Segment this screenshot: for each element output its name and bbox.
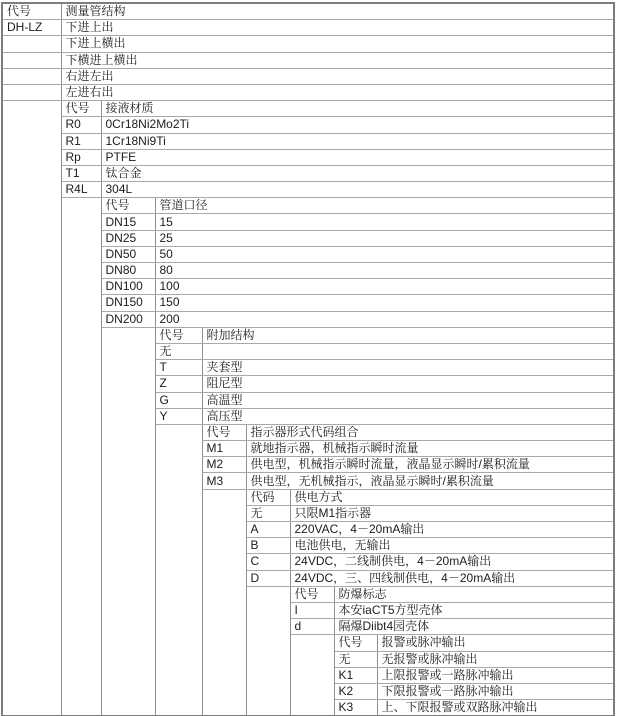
section-4-row-2-desc-cell: 供电型，无机械指示，液晶显示瞬时/累积流量 (246, 473, 614, 489)
section-1-row-4-code-cell: R4L (61, 182, 101, 198)
section-5-row-2-desc-cell: 电池供电，无输出 (290, 538, 614, 554)
section-7-row-3-desc-cell: 上、下限报警或双路脉冲输出 (377, 700, 614, 716)
section-0-row-3-desc-cell: 右进左出 (61, 68, 614, 84)
section-1-row-4-desc-cell: 304L (101, 182, 614, 198)
section-2-row-3-desc-cell: 80 (155, 263, 614, 279)
section-0-header-code-cell: 代号 (2, 3, 61, 20)
section-2-left-spacer-cell (61, 198, 101, 716)
section-4-left-spacer-cell (155, 424, 202, 716)
section-2-row-3-code-cell: DN80 (101, 263, 155, 279)
section-7-row-0-code-cell: 无 (334, 651, 377, 667)
section-5-row-3-code-cell: C (246, 554, 290, 570)
section-3-row-0-desc-cell (202, 343, 614, 359)
section-7-row-1-desc-cell: 上限报警或一路脉冲输出 (377, 667, 614, 683)
section-0-row-0-desc-cell: 下进上出 (61, 20, 614, 36)
section-2-row-1-code-cell: DN25 (101, 230, 155, 246)
section-7-row-1-code-cell: K1 (334, 667, 377, 683)
section-6-row-0-desc-cell: 本安iaCT5方型壳体 (334, 602, 614, 618)
section-4-row-2-code-cell: M3 (202, 473, 246, 489)
section-4-row-1-code-cell: M2 (202, 457, 246, 473)
section-1-row-0-code-cell: R0 (61, 117, 101, 133)
section-1-row-3 (2, 165, 614, 181)
section-4-row-1-desc-cell: 供电型，机械指示瞬时流量，液晶显示瞬时/累积流量 (246, 457, 614, 473)
section-5-left-spacer-cell (202, 489, 246, 716)
section-7-header-label-cell: 报警或脉冲输出 (377, 635, 614, 651)
section-5-header-code-cell: 代码 (246, 489, 290, 505)
section-2-header-code-cell: 代号 (101, 198, 155, 214)
section-3-header-label-cell: 附加结构 (202, 327, 614, 343)
section-5-row-1-code-cell: A (246, 522, 290, 538)
section-1-header-row (2, 101, 614, 117)
section-2-row-4-desc-cell: 100 (155, 279, 614, 295)
section-1-row-1-desc-cell: 1Cr18Ni9Ti (101, 133, 614, 149)
section-1-row-2 (2, 149, 614, 165)
section-1-row-3-desc-cell: 钛合金 (101, 165, 614, 181)
section-2-header-row (2, 198, 614, 214)
section-6-row-0-code-cell: I (290, 602, 334, 618)
section-4-header-code-cell: 代号 (202, 424, 246, 440)
section-2-row-4-code-cell: DN100 (101, 279, 155, 295)
section-1-row-0 (2, 117, 614, 133)
section-7-row-2-desc-cell: 下限报警或一路脉冲输出 (377, 683, 614, 699)
section-2-row-0-code-cell: DN15 (101, 214, 155, 230)
section-0-row-2-desc-cell: 下横进上横出 (61, 52, 614, 68)
section-1-header-label-cell: 接液材质 (101, 101, 614, 117)
section-0-row-1 (2, 36, 614, 52)
section-0-row-4-desc-cell: 左进右出 (61, 84, 614, 100)
section-1-row-0-desc-cell: 0Cr18Ni2Mo2Ti (101, 117, 614, 133)
section-7-row-3-code-cell: K3 (334, 700, 377, 716)
section-0-row-1-code-cell (2, 36, 61, 52)
section-3-row-3-desc-cell: 高温型 (202, 392, 614, 408)
section-6-row-1-desc-cell: 隔爆Diibt4园壳体 (334, 619, 614, 635)
section-2-row-1-desc-cell: 25 (155, 230, 614, 246)
table-body (2, 3, 614, 716)
section-1-row-2-desc-cell: PTFE (101, 149, 614, 165)
section-4-row-0-code-cell: M1 (202, 441, 246, 457)
model-selection-table (1, 2, 615, 716)
section-1-row-1 (2, 133, 614, 149)
section-6-row-1-code-cell: d (290, 619, 334, 635)
section-2-row-2-code-cell: DN50 (101, 246, 155, 262)
section-5-row-4-code-cell: D (246, 570, 290, 586)
section-5-row-0-code-cell: 无 (246, 505, 290, 521)
section-3-row-1-code-cell: T (155, 360, 202, 376)
section-6-left-spacer-cell (246, 586, 290, 716)
section-3-header-code-cell: 代号 (155, 327, 202, 343)
section-3-row-0-code-cell: 无 (155, 343, 202, 359)
section-0-row-3 (2, 68, 614, 84)
section-2-row-0-desc-cell: 15 (155, 214, 614, 230)
section-0-row-0-code-cell: DH-LZ (2, 20, 61, 36)
section-2-header-label-cell: 管道口径 (155, 198, 614, 214)
section-3-row-2-desc-cell: 阻尼型 (202, 376, 614, 392)
section-3-row-1-desc-cell: 夹套型 (202, 360, 614, 376)
section-5-row-3-desc-cell: 24VDC，二线制供电，4－20mA输出 (290, 554, 614, 570)
section-0-row-2-code-cell (2, 52, 61, 68)
section-0-row-3-code-cell (2, 68, 61, 84)
section-2-row-2-desc-cell: 50 (155, 246, 614, 262)
section-1-row-4 (2, 182, 614, 198)
section-5-row-0-desc-cell: 只限M1指示器 (290, 505, 614, 521)
section-0-row-4-code-cell (2, 84, 61, 100)
section-7-row-2-code-cell: K2 (334, 683, 377, 699)
section-5-header-label-cell: 供电方式 (290, 489, 614, 505)
section-2-row-6-code-cell: DN200 (101, 311, 155, 327)
section-1-row-2-code-cell: Rp (61, 149, 101, 165)
section-5-row-2-code-cell: B (246, 538, 290, 554)
section-2-row-5-code-cell: DN150 (101, 295, 155, 311)
section-2-row-5-desc-cell: 150 (155, 295, 614, 311)
section-4-row-0-desc-cell: 就地指示器，机械指示瞬时流量 (246, 441, 614, 457)
section-0-row-1-desc-cell: 下进上横出 (61, 36, 614, 52)
section-7-left-spacer-cell (290, 635, 334, 716)
section-1-left-spacer-cell (2, 101, 61, 716)
section-0-row-4 (2, 84, 614, 100)
section-2-row-6-desc-cell: 200 (155, 311, 614, 327)
section-0-row-0 (2, 20, 614, 36)
section-3-row-3-code-cell: G (155, 392, 202, 408)
section-3-row-4-desc-cell: 高压型 (202, 408, 614, 424)
model-selection-table-wrap (1, 2, 615, 716)
section-7-row-0-desc-cell: 无报警或脉冲输出 (377, 651, 614, 667)
section-1-row-3-code-cell: T1 (61, 165, 101, 181)
section-3-row-2-code-cell: Z (155, 376, 202, 392)
section-6-header-code-cell: 代号 (290, 586, 334, 602)
section-3-row-4-code-cell: Y (155, 408, 202, 424)
section-7-header-code-cell: 代号 (334, 635, 377, 651)
section-5-row-1-desc-cell: 220VAC，4－20mA输出 (290, 522, 614, 538)
section-5-row-4-desc-cell: 24VDC，三、四线制供电，4－20mA输出 (290, 570, 614, 586)
section-1-header-code-cell: 代号 (61, 101, 101, 117)
section-4-header-label-cell: 指示器形式代码组合 (246, 424, 614, 440)
section-0-header-row (2, 3, 614, 20)
section-6-header-label-cell: 防爆标志 (334, 586, 614, 602)
section-0-header-label-cell: 测量管结构 (61, 3, 614, 20)
section-0-row-2 (2, 52, 614, 68)
section-1-row-1-code-cell: R1 (61, 133, 101, 149)
section-3-left-spacer-cell (101, 327, 155, 716)
